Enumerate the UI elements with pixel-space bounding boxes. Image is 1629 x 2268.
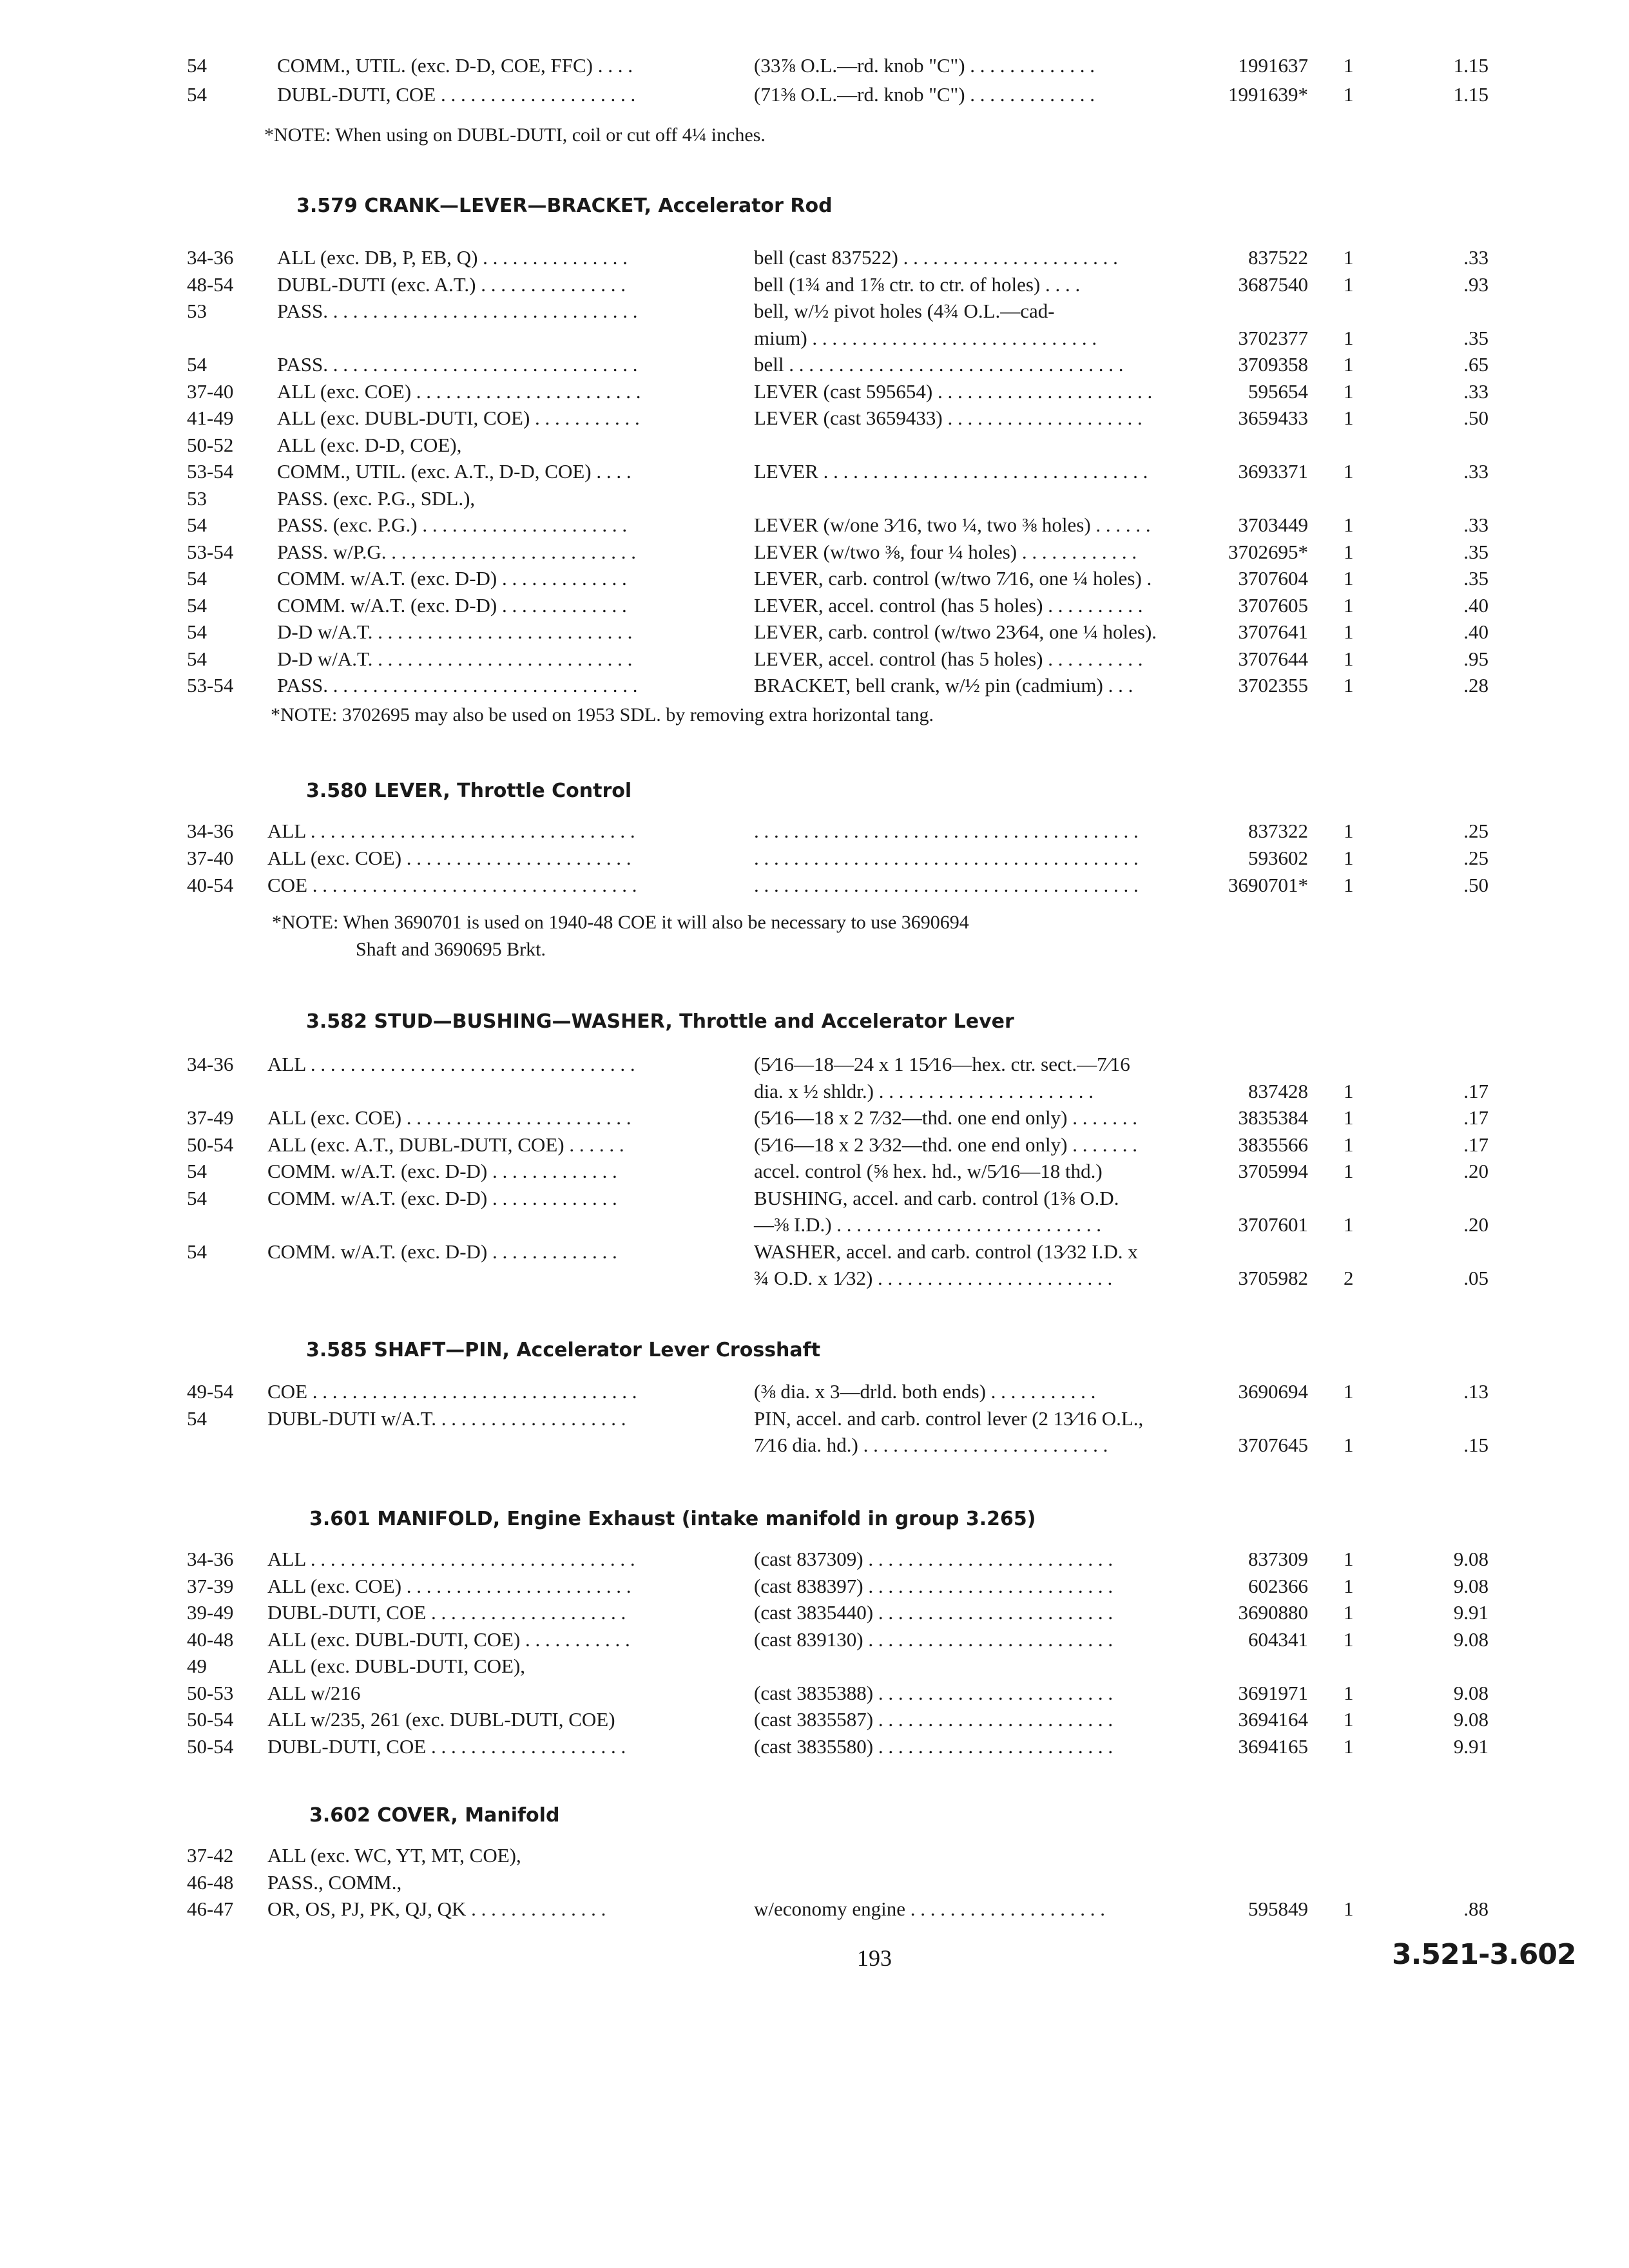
table-row [0,297,1629,325]
year-cell: 41-49 [187,407,234,429]
table-row [0,871,1629,899]
description-cell: LEVER, accel. control (has 5 holes) . . . . . . . . . . [754,647,1143,670]
table-row [0,844,1629,872]
part-number-cell: 3835384 [1238,1106,1308,1129]
year-cell: 54 [187,647,207,670]
application-cell: OR, OS, PJ, PK, QJ, QK . . . . . . . . . . . . . . [267,1898,606,1920]
year-cell: 46-47 [187,1898,234,1920]
quantity-cell: 1 [1344,380,1354,403]
table-row [0,431,1629,459]
description-cell: (⅜ dia. x 3—drld. both ends) . . . . . . . . . . . [754,1380,1096,1403]
description-cell: (cast 3835580) . . . . . . . . . . . . . . . . . . . . . . . . [754,1735,1113,1758]
year-cell: 34-36 [187,820,234,842]
application-cell: PASS. (exc. P.G., SDL.), [277,486,476,510]
part-number-cell: 3702377 [1238,326,1308,349]
application-cell: ALL (exc. COE) . . . . . . . . . . . . . . . . . . . . . . . [277,380,641,403]
description-cell: (cast 3835388) . . . . . . . . . . . . . . . . . . . . . . . . [754,1681,1113,1704]
application-cell: ALL (exc. DUBL-DUTI, COE) . . . . . . . . . . . [277,407,640,429]
table-row [0,645,1629,673]
year-cell: 49-54 [187,1380,234,1403]
year-cell: 48-54 [187,273,234,296]
price-cell: 9.91 [1453,1735,1489,1758]
description-cell: —⅜ I.D.) . . . . . . . . . . . . . . . . . . . . . . . . . . . [754,1213,1102,1236]
part-number-cell: 3687540 [1238,273,1308,296]
description-cell: (cast 838397) . . . . . . . . . . . . . . . . . . . . . . . . . [754,1574,1113,1597]
year-cell: 46-48 [187,1870,234,1894]
quantity-cell: 1 [1344,1160,1354,1182]
price-cell: 1.15 [1453,83,1489,106]
application-cell: ALL (exc. COE) . . . . . . . . . . . . . . . . . . . . . . . [267,847,631,869]
part-number-cell: 3694164 [1238,1708,1308,1731]
application-cell: COMM. w/A.T. (exc. D-D) . . . . . . . . . . . . . [277,593,627,617]
note-3580-line2: Shaft and 3690695 Brkt. [356,939,546,960]
note-top: *NOTE: When using on DUBL-DUTI, coil or cut off 4¼ inches. [264,124,766,146]
description-cell: (cast 3835587) . . . . . . . . . . . . . . . . . . . . . . . . [754,1708,1113,1731]
quantity-cell: 1 [1344,1213,1354,1236]
table-row [0,618,1629,646]
description-cell: LEVER, carb. control (w/two 7⁄16, one ¼ holes) . [754,567,1152,590]
price-cell: .20 [1463,1213,1489,1236]
table-row [0,485,1629,513]
application-cell: ALL . . . . . . . . . . . . . . . . . . . . . . . . . . . . . . . . . [267,1053,635,1075]
table-row [0,1238,1629,1266]
quantity-cell: 1 [1344,1735,1354,1758]
price-cell: .93 [1463,273,1489,296]
application-cell: ALL (exc. DUBL-DUTI, COE) . . . . . . . . . . . [267,1628,630,1651]
description-cell: mium) . . . . . . . . . . . . . . . . . . . . . . . . . . . . . [754,326,1097,349]
quantity-cell: 1 [1344,1708,1354,1731]
price-cell: 9.08 [1453,1708,1489,1731]
application-cell: COE . . . . . . . . . . . . . . . . . . . . . . . . . . . . . . . . . [267,874,637,896]
part-number-cell: 3691971 [1238,1681,1308,1704]
quantity-cell: 1 [1344,407,1354,429]
quantity-cell: 1 [1344,540,1354,563]
part-number-cell: 3709358 [1238,353,1308,376]
part-number-cell: 837428 [1248,1079,1308,1102]
description-cell: LEVER . . . . . . . . . . . . . . . . . . . . . . . . . . . . . . . . . [754,460,1148,483]
description-cell: 7⁄16 dia. hd.) . . . . . . . . . . . . . . . . . . . . . . . . . [754,1434,1108,1456]
section-heading-3580: 3.580 LEVER, Throttle Control [306,780,632,802]
price-cell: 9.08 [1453,1574,1489,1597]
year-cell: 54 [187,567,207,590]
part-number-cell: 593602 [1248,847,1308,869]
year-cell: 54 [187,1240,207,1263]
description-cell: accel. control (⅝ hex. hd., w/5⁄16—18 thd.) [754,1160,1103,1182]
price-cell: .20 [1463,1160,1489,1182]
table-row [0,1679,1629,1707]
table-row [0,404,1629,432]
quantity-cell: 1 [1344,1380,1354,1403]
table-row [0,1652,1629,1680]
description-cell: bell (cast 837522) . . . . . . . . . . . . . . . . . . . . . . [754,246,1118,269]
description-cell: (cast 839130) . . . . . . . . . . . . . . . . . . . . . . . . . [754,1628,1113,1651]
year-cell: 50-52 [187,433,234,456]
description-cell: PIN, accel. and carb. control lever (2 13⁄16 O.L., [754,1407,1144,1430]
price-cell: .05 [1463,1267,1489,1289]
quantity-cell: 1 [1344,593,1354,617]
part-number-cell: 3690701* [1228,874,1308,896]
table-row [0,457,1629,486]
description-cell: (5⁄16—18—24 x 1 15⁄16—hex. ctr. sect.—7⁄16 [754,1053,1130,1075]
table-row [0,1733,1629,1761]
quantity-cell: 1 [1344,620,1354,643]
table-row [0,671,1629,700]
price-cell: .50 [1463,874,1489,896]
description-cell: bell, w/½ pivot holes (4¾ O.L.—cad- [754,300,1055,322]
application-cell: DUBL-DUTI w/A.T. . . . . . . . . . . . . . . . . . . . [267,1407,626,1430]
note-3579: *NOTE: 3702695 may also be used on 1953 SDL. by removing extra horizontal tang. [271,704,934,726]
application-cell: ALL w/235, 261 (exc. DUBL-DUTI, COE) [267,1708,615,1731]
quantity-cell: 1 [1344,1601,1354,1624]
application-cell: ALL w/216 [267,1681,361,1704]
part-number-cell: 3835566 [1238,1133,1308,1156]
description-cell: LEVER (w/two ⅜, four ¼ holes) . . . . . . . . . . . . [754,540,1137,563]
part-number-cell: 837322 [1248,820,1308,842]
part-number-cell: 3702355 [1238,674,1308,697]
table-row [0,817,1629,845]
section-heading-3579: 3.579 CRANK—LEVER—BRACKET, Accelerator Rod [296,195,833,217]
quantity-cell: 1 [1344,1574,1354,1597]
description-cell: (33⅞ O.L.—rd. knob "C") . . . . . . . . . . . . . [754,54,1095,77]
year-cell: 53 [187,300,207,322]
table-row [0,1895,1629,1923]
table-row [0,1184,1629,1213]
year-cell: 54 [187,54,207,77]
part-number-cell: 3705982 [1238,1267,1308,1289]
application-cell: ALL (exc. COE) . . . . . . . . . . . . . . . . . . . . . . . [267,1574,631,1597]
application-cell: PASS., COMM., [267,1870,402,1894]
year-cell: 50-54 [187,1133,234,1156]
quantity-cell: 1 [1344,647,1354,670]
application-cell: PASS. . . . . . . . . . . . . . . . . . . . . . . . . . . . . . . . [277,300,638,322]
application-cell: COMM., UTIL. (exc. A.T., D-D, COE) . . . . [277,460,631,483]
quantity-cell: 1 [1344,820,1354,842]
application-cell: COE . . . . . . . . . . . . . . . . . . . . . . . . . . . . . . . . . [267,1380,637,1403]
price-cell: .17 [1463,1133,1489,1156]
part-number-cell: 3693371 [1238,460,1308,483]
part-number-cell: 3707601 [1238,1213,1308,1236]
part-number-cell: 602366 [1248,1574,1308,1597]
year-cell: 37-40 [187,847,234,869]
quantity-cell: 1 [1344,353,1354,376]
year-cell: 39-49 [187,1601,234,1624]
table-row [0,1157,1629,1186]
price-cell: 9.91 [1453,1601,1489,1624]
year-cell: 54 [187,353,207,376]
part-number-cell: 595849 [1248,1898,1308,1920]
application-cell: D-D w/A.T. . . . . . . . . . . . . . . . . . . . . . . . . . . [277,620,633,643]
quantity-cell: 1 [1344,273,1354,296]
table-row [0,1626,1629,1654]
quantity-cell: 1 [1344,1628,1354,1651]
description-cell: (cast 837309) . . . . . . . . . . . . . . . . . . . . . . . . . [754,1548,1113,1570]
year-cell: 50-54 [187,1735,234,1758]
table-row [0,1599,1629,1627]
table-row [0,1104,1629,1132]
part-number-cell: 3690880 [1238,1601,1308,1624]
table-row [0,271,1629,299]
application-cell: DUBL-DUTI, COE . . . . . . . . . . . . . . . . . . . . [267,1601,626,1624]
part-number-cell: 1991639* [1228,83,1308,106]
application-cell: COMM. w/A.T. (exc. D-D) . . . . . . . . . . . . . [267,1160,617,1182]
application-cell: COMM. w/A.T. (exc. D-D) . . . . . . . . . . . . . [277,567,627,590]
year-cell: 50-54 [187,1708,234,1731]
description-cell: LEVER (cast 3659433) . . . . . . . . . . . . . . . . . . . . [754,407,1142,429]
price-cell: .17 [1463,1079,1489,1102]
part-number-cell: 604341 [1248,1628,1308,1651]
table-row [0,81,1629,109]
part-number-cell: 3707644 [1238,647,1308,670]
year-cell: 54 [187,1407,207,1430]
application-cell: ALL (exc. DUBL-DUTI, COE), [267,1655,526,1677]
part-number-cell: 3690694 [1238,1380,1308,1403]
quantity-cell: 1 [1344,514,1354,536]
part-number-cell: 1991637 [1238,54,1308,77]
year-cell: 50-53 [187,1681,234,1704]
part-number-cell: 837309 [1248,1548,1308,1570]
year-cell: 54 [187,620,207,643]
year-cell: 49 [187,1655,207,1677]
application-cell: COMM. w/A.T. (exc. D-D) . . . . . . . . . . . . . [267,1240,617,1263]
year-cell: 37-49 [187,1106,234,1129]
quantity-cell: 1 [1344,874,1354,896]
quantity-cell: 1 [1344,326,1354,349]
part-number-cell: 3705994 [1238,1160,1308,1182]
application-cell: COMM., UTIL. (exc. D-D, COE, FFC) . . . . [277,54,633,77]
quantity-cell: 1 [1344,567,1354,590]
year-cell: 40-48 [187,1628,234,1651]
price-cell: .65 [1463,353,1489,376]
application-cell: ALL (exc. COE) . . . . . . . . . . . . . . . . . . . . . . . [267,1106,631,1129]
quantity-cell: 1 [1344,1681,1354,1704]
application-cell: ALL (exc. D-D, COE), [277,433,462,456]
price-cell: .35 [1463,540,1489,563]
price-cell: .88 [1463,1898,1489,1920]
application-cell: PASS. (exc. P.G.) . . . . . . . . . . . . . . . . . . . . . [277,514,628,536]
table-row [0,1572,1629,1600]
year-cell: 34-36 [187,246,234,269]
application-cell: ALL (exc. DB, P, EB, Q) . . . . . . . . . . . . . . . [277,246,628,269]
year-cell: 37-42 [187,1844,234,1867]
description-cell: LEVER, accel. control (has 5 holes) . . . . . . . . . . [754,593,1143,617]
application-cell: COMM. w/A.T. (exc. D-D) . . . . . . . . . . . . . [267,1186,617,1209]
description-cell: LEVER, carb. control (w/two 23⁄64, one ¼ holes). [754,620,1157,643]
table-row [0,1431,1629,1459]
application-cell: PASS. w/P.G. . . . . . . . . . . . . . . . . . . . . . . . . . [277,540,636,563]
price-cell: 9.08 [1453,1548,1489,1570]
description-cell: (5⁄16—18 x 2 7⁄32—thd. one end only) . . . . . . . [754,1106,1137,1129]
year-cell: 54 [187,1160,207,1182]
description-cell: BUSHING, accel. and carb. control (1⅜ O.D. [754,1186,1119,1209]
application-cell: PASS. . . . . . . . . . . . . . . . . . . . . . . . . . . . . . . . [277,353,638,376]
table-row [0,1841,1629,1870]
description-cell: (71⅜ O.L.—rd. knob "C") . . . . . . . . . . . . . [754,83,1095,106]
table-row [0,1264,1629,1293]
table-row [0,1378,1629,1406]
description-cell: bell . . . . . . . . . . . . . . . . . . . . . . . . . . . . . . . . . . [754,353,1124,376]
price-cell: .28 [1463,674,1489,697]
price-cell: 9.08 [1453,1628,1489,1651]
description-cell: (cast 3835440) . . . . . . . . . . . . . . . . . . . . . . . . [754,1601,1113,1624]
table-row [0,1545,1629,1573]
description-cell: w/economy engine . . . . . . . . . . . . . . . . . . . . [754,1898,1106,1920]
year-cell: 40-54 [187,874,234,896]
quantity-cell: 1 [1344,1106,1354,1129]
description-cell: WASHER, accel. and carb. control (13⁄32 I.D. x [754,1240,1138,1263]
price-cell: .35 [1463,567,1489,590]
price-cell: .33 [1463,460,1489,483]
description-cell: . . . . . . . . . . . . . . . . . . . . . . . . . . . . . . . . . . . . . . . [754,820,1139,842]
application-cell: ALL (exc. WC, YT, MT, COE), [267,1844,521,1867]
section-heading-3585: 3.585 SHAFT—PIN, Accelerator Lever Crosshaft [306,1339,821,1361]
description-cell: BRACKET, bell crank, w/½ pin (cadmium) . . . [754,674,1133,697]
section-heading-3582: 3.582 STUD—BUSHING—WASHER, Throttle and Accelerator Lever [306,1010,1014,1033]
price-cell: .33 [1463,246,1489,269]
quantity-cell: 1 [1344,1079,1354,1102]
part-number-cell: 3707645 [1238,1434,1308,1456]
description-cell: LEVER (cast 595654) . . . . . . . . . . . . . . . . . . . . . . [754,380,1153,403]
table-row [0,591,1629,620]
application-cell: DUBL-DUTI, COE . . . . . . . . . . . . . . . . . . . . [277,83,636,106]
year-cell: 37-40 [187,380,234,403]
quantity-cell: 1 [1344,1133,1354,1156]
price-cell: .40 [1463,620,1489,643]
part-number-cell: 3702695* [1228,540,1308,563]
quantity-cell: 1 [1344,83,1354,106]
section-heading-3601: 3.601 MANIFOLD, Engine Exhaust (intake manifold in group 3.265) [309,1508,1036,1530]
year-cell: 54 [187,1186,207,1209]
part-number-cell: 837522 [1248,246,1308,269]
quantity-cell: 1 [1344,246,1354,269]
year-cell: 37-39 [187,1574,234,1597]
part-number-cell: 3707604 [1238,567,1308,590]
price-cell: 9.08 [1453,1681,1489,1704]
price-cell: .40 [1463,593,1489,617]
year-cell: 54 [187,593,207,617]
year-cell: 53-54 [187,460,234,483]
table-row [0,1077,1629,1106]
table-row [0,351,1629,379]
quantity-cell: 1 [1344,1434,1354,1456]
part-number-cell: 595654 [1248,380,1308,403]
price-cell: .35 [1463,326,1489,349]
price-cell: .50 [1463,407,1489,429]
quantity-cell: 1 [1344,1548,1354,1570]
quantity-cell: 1 [1344,847,1354,869]
year-cell: 34-36 [187,1053,234,1075]
part-number-cell: 3703449 [1238,514,1308,536]
table-row [0,52,1629,80]
quantity-cell: 1 [1344,54,1354,77]
year-cell: 53-54 [187,674,234,697]
table-row [0,1405,1629,1433]
table-row [0,1869,1629,1897]
quantity-cell: 2 [1344,1267,1354,1289]
price-cell: .25 [1463,820,1489,842]
part-number-cell: 3659433 [1238,407,1308,429]
application-cell: DUBL-DUTI, COE . . . . . . . . . . . . . . . . . . . . [267,1735,626,1758]
section-heading-3602: 3.602 COVER, Manifold [309,1804,560,1827]
price-cell: 1.15 [1453,54,1489,77]
description-cell: . . . . . . . . . . . . . . . . . . . . . . . . . . . . . . . . . . . . . . . [754,847,1139,869]
table-row [0,378,1629,406]
application-cell: ALL . . . . . . . . . . . . . . . . . . . . . . . . . . . . . . . . . [267,1548,635,1570]
description-cell: (5⁄16—18 x 2 3⁄32—thd. one end only) . . . . . . . [754,1133,1137,1156]
price-cell: .25 [1463,847,1489,869]
price-cell: .33 [1463,514,1489,536]
price-cell: .15 [1463,1434,1489,1456]
price-cell: .13 [1463,1380,1489,1403]
application-cell: D-D w/A.T. . . . . . . . . . . . . . . . . . . . . . . . . . . [277,647,633,670]
year-cell: 53 [187,486,207,510]
section-range: 3.521-3.602 [1392,1938,1576,1971]
price-cell: .33 [1463,380,1489,403]
table-row [0,1211,1629,1239]
description-cell: . . . . . . . . . . . . . . . . . . . . . . . . . . . . . . . . . . . . . . . [754,874,1139,896]
year-cell: 54 [187,83,207,106]
table-row [0,1706,1629,1734]
page-number: 193 [857,1945,892,1971]
year-cell: 53-54 [187,540,234,563]
quantity-cell: 1 [1344,460,1354,483]
application-cell: DUBL-DUTI (exc. A.T.) . . . . . . . . . . . . . . . [277,273,626,296]
description-cell: bell (1¾ and 1⅞ ctr. to ctr. of holes) . . . . [754,273,1081,296]
part-number-cell: 3707605 [1238,593,1308,617]
quantity-cell: 1 [1344,674,1354,697]
table-row [0,324,1629,352]
year-cell: 54 [187,514,207,536]
table-row [0,511,1629,539]
price-cell: .17 [1463,1106,1489,1129]
quantity-cell: 1 [1344,1898,1354,1920]
year-cell: 34-36 [187,1548,234,1570]
table-row [0,538,1629,566]
application-cell: PASS. . . . . . . . . . . . . . . . . . . . . . . . . . . . . . . . [277,674,638,697]
description-cell: LEVER (w/one 3⁄16, two ¼, two ⅜ holes) . . . . . . [754,514,1151,536]
price-cell: .95 [1463,647,1489,670]
table-row [0,1131,1629,1159]
table-row [0,564,1629,593]
table-row [0,1050,1629,1079]
table-row [0,244,1629,272]
note-3580-line1: *NOTE: When 3690701 is used on 1940-48 COE it will also be necessary to use 3690694 [272,912,969,933]
part-number-cell: 3707641 [1238,620,1308,643]
part-number-cell: 3694165 [1238,1735,1308,1758]
application-cell: ALL . . . . . . . . . . . . . . . . . . . . . . . . . . . . . . . . . [267,820,635,842]
description-cell: ¾ O.D. x 1⁄32) . . . . . . . . . . . . . . . . . . . . . . . . [754,1267,1113,1289]
application-cell: ALL (exc. A.T., DUBL-DUTI, COE) . . . . . . [267,1133,624,1156]
description-cell: dia. x ½ shldr.) . . . . . . . . . . . . . . . . . . . . . . [754,1079,1094,1102]
